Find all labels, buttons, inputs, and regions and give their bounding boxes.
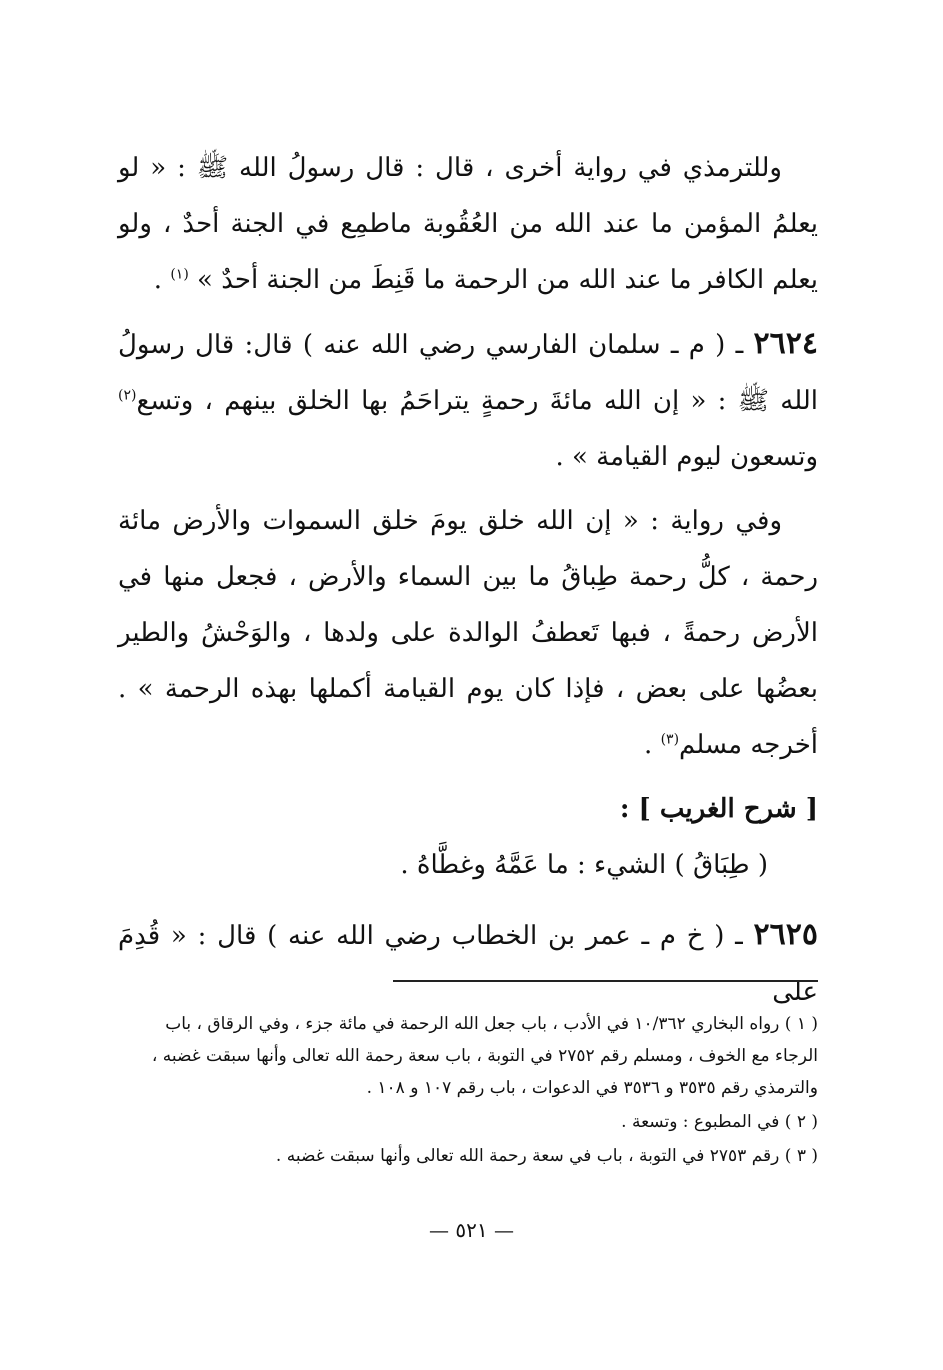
footnote-ref-1[interactable]: (١) [170, 266, 189, 283]
footnote-ref-3[interactable]: (٣) [660, 731, 680, 748]
paragraph-end: . [153, 265, 171, 295]
main-text [118, 140, 818, 1028]
paragraph-text: وللترمذي في رواية أخرى ، قال : قال رسولُ الله ﷺ : « لو يعلمُ المؤمن ما عند الله من العُقُوبة ماطمِع في الجنة أحدٌ ، ولو يعلم الكافر ما عند الله من الرحمة ما قَنِطَ من الجنة أحدٌ » [118, 153, 818, 295]
footnote-ref-2[interactable]: (٢) [118, 387, 137, 404]
gloss-heading: [ شرح الغريب ] : [619, 794, 818, 824]
hadith-text-end: وتسعون ليوم القيامة » . [555, 442, 818, 472]
footnote-1: ( ١ ) رواه البخاري ١٠/٣٦٢ في الأدب ، باب جعل الله الرحمة في مائة جزء ، وفي الرقاق ، باب الرجاء مع الخوف ، ومسلم رقم ٢٧٥٢ في التوبة ، باب سعة رحمة الله تعالى وأنها سبقت غضبه ، والترمذي رقم ٣٥٣٥ و ٣٥٣٦ في الدعوات ، باب رقم ١٠٧ و ١٠٨ . [151, 1014, 818, 1098]
hadith-2624 [118, 316, 818, 485]
paragraph-tirmidhi [118, 140, 818, 308]
paragraph-riwaya [118, 493, 818, 773]
footnotes [118, 1008, 818, 1174]
paragraph-text: وفي رواية : « إن الله خلق يومَ خلق السموات والأرض مائة رحمة ، كلُّ رحمة طِباقُ ما بين السماء والأرض ، فجعل منها في الأرض رحمةً ، فبها تَعطفُ الوالدة على ولدها ، والوَحْشُ والطير بعضُها على بعض ، فإذا كان يوم القيامة أكملها بهذه الرحمة » . أخرجه مسلم [118, 506, 818, 760]
page-number: — ٥٢١ — [429, 1218, 514, 1242]
hadith-2625 [118, 907, 818, 1020]
hadith-text: ـ ( م ـ سلمان الفارسي رضي الله عنه ) قال: قال رسولُ الله ﷺ : « إن الله مائةَ رحمةٍ يتراحَمُ بها الخلق بينهم ، وتسع [118, 330, 818, 416]
hadith-text: ـ ( خ م ـ عمر بن الخطاب رضي الله عنه ) قال : « قُدِمَ على [118, 921, 818, 1007]
paragraph-end: . [644, 730, 661, 760]
gloss-entry: ( طِبَاقُ ) الشيء : ما عَمَّهُ وغطَّاهُ . [400, 850, 768, 880]
hadith-number: ٢٦٢٤ [753, 326, 818, 361]
footnote-divider [393, 980, 818, 982]
footnote-3: ( ٣ ) رقم ٢٧٥٣ في التوبة ، باب في سعة رحمة الله تعالى وأنها سبقت غضبه . [275, 1146, 818, 1166]
footnote-2: ( ٢ ) في المطبوع : وتسعة . [621, 1112, 818, 1132]
hadith-number: ٢٦٢٥ [753, 917, 818, 952]
